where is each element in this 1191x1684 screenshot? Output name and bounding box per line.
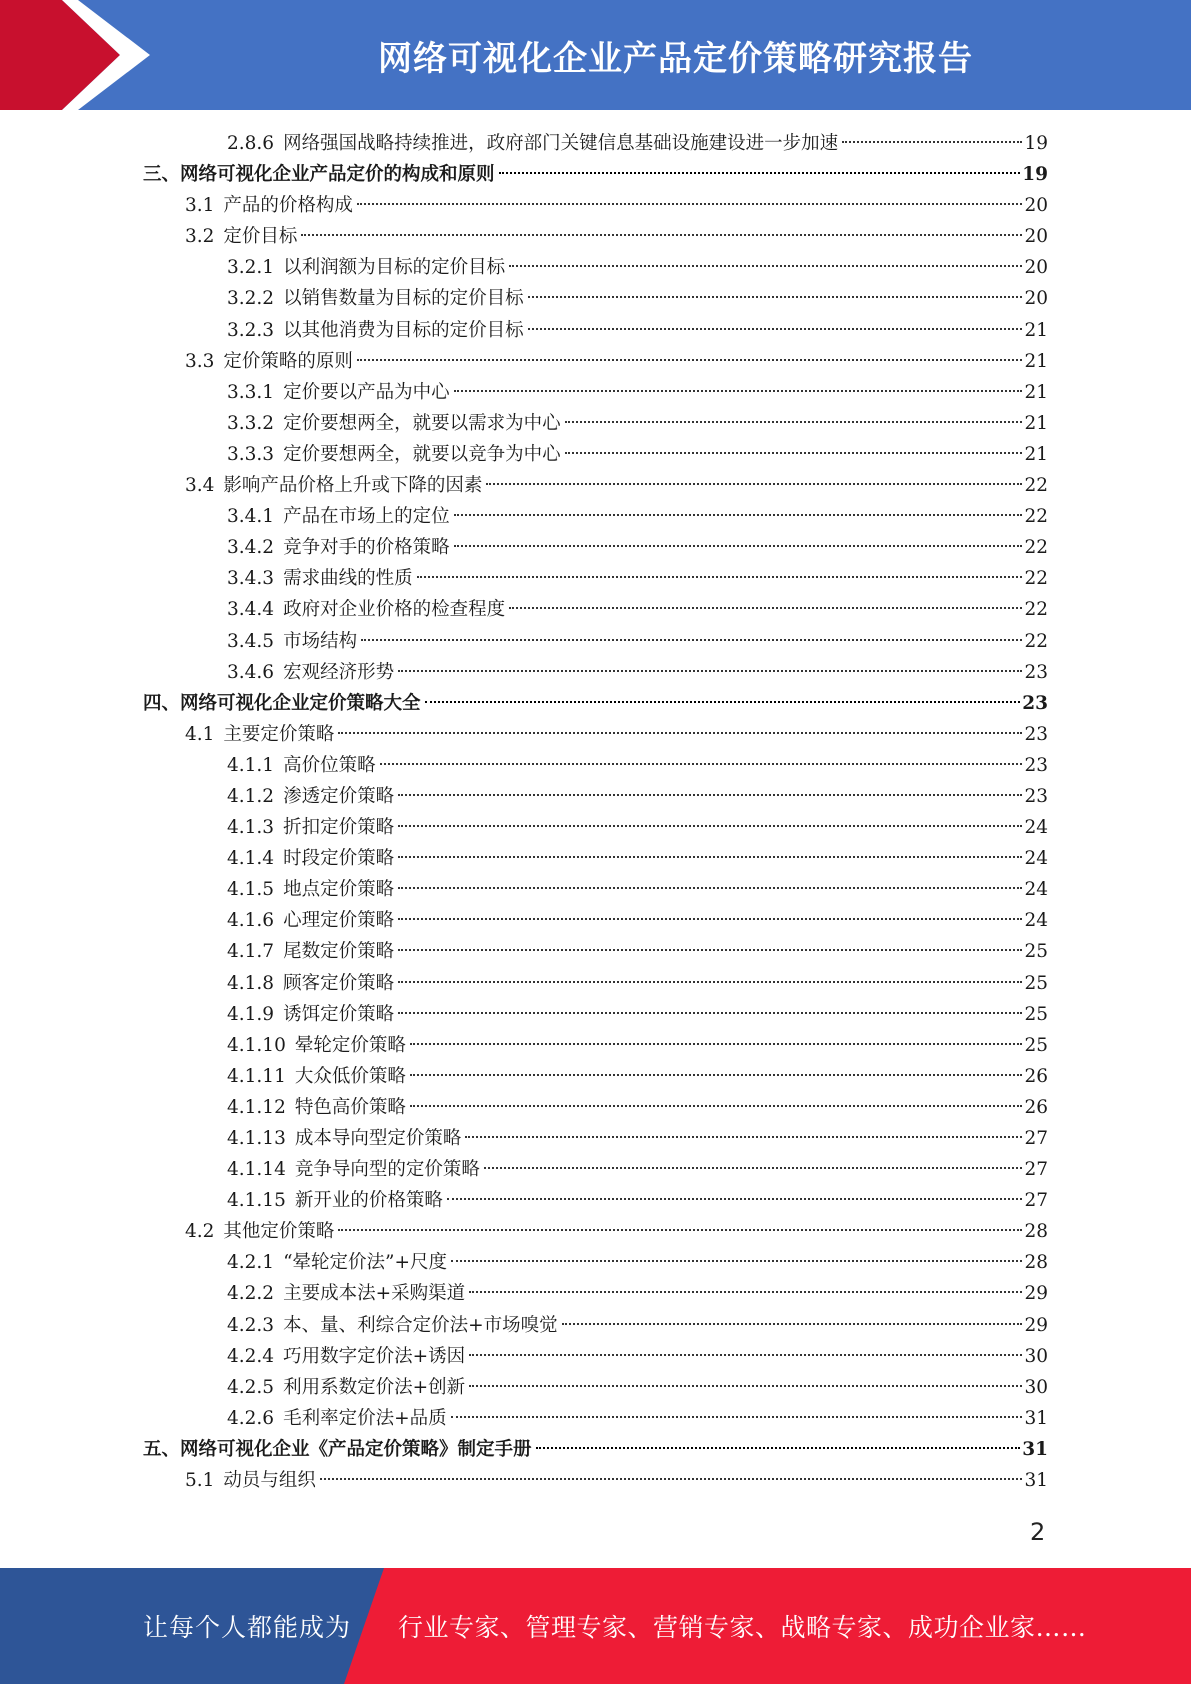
toc-entry-title: 网络强国战略持续推进，政府部门关键信息基础设施建设进一步加速 xyxy=(283,133,839,154)
toc-entry-page: 22 xyxy=(1024,568,1048,590)
toc-entry-number: 4.2 xyxy=(185,1221,215,1243)
toc-entry[interactable] xyxy=(143,999,1048,1030)
toc-entry[interactable] xyxy=(143,221,1048,252)
toc-entry[interactable] xyxy=(143,346,1048,377)
toc-entry-number: 4.1.10 xyxy=(227,1034,286,1056)
toc-entry-page: 26 xyxy=(1024,1096,1048,1118)
toc-dot-leader xyxy=(536,1447,1021,1449)
toc-entry-page: 20 xyxy=(1024,195,1048,217)
toc-entry-page: 27 xyxy=(1024,1190,1048,1212)
toc-entry-number: 3.1 xyxy=(185,195,215,217)
toc-entry-number: 3.3.3 xyxy=(227,443,275,465)
toc-entry-number: 2.8.6 xyxy=(227,133,275,154)
toc-entry-number: 4.1.2 xyxy=(227,785,275,807)
toc-entry-page: 19 xyxy=(1024,133,1048,154)
toc-dot-leader xyxy=(484,1167,1023,1169)
toc-dot-leader xyxy=(465,1136,1022,1138)
toc-entry-title: 四、网络可视化企业定价策略大全 xyxy=(143,692,421,714)
toc-entry-page: 21 xyxy=(1024,443,1048,465)
toc-entry-title: 影响产品价格上升或下降的因素 xyxy=(223,475,483,497)
toc-dot-leader xyxy=(338,732,1022,734)
toc-dot-leader xyxy=(398,949,1022,951)
toc-dot-leader xyxy=(398,670,1022,672)
toc-entry-title: 五、网络可视化企业《产品定价策略》制定手册 xyxy=(143,1438,532,1460)
toc-entry-title: 竞争导向型的定价策略 xyxy=(294,1159,480,1181)
toc-entry[interactable] xyxy=(143,501,1048,532)
toc-dot-leader xyxy=(842,141,1022,143)
toc-entry[interactable] xyxy=(143,594,1048,625)
toc-entry[interactable] xyxy=(143,1372,1048,1403)
toc-entry-title: 定价策略的原则 xyxy=(223,350,353,372)
toc-entry-title: 特色高价策略 xyxy=(294,1096,406,1118)
toc-dot-leader xyxy=(469,1354,1022,1356)
toc-entry[interactable] xyxy=(143,936,1048,967)
toc-entry-page: 27 xyxy=(1024,1128,1048,1149)
toc-entry[interactable] xyxy=(143,1434,1048,1465)
toc-entry-number: 4.1.8 xyxy=(227,972,275,994)
toc-dot-leader xyxy=(528,328,1023,330)
toc-entry[interactable] xyxy=(143,812,1048,843)
toc-entry-number: 3.2.1 xyxy=(227,257,275,279)
toc-entry-title: 地点定价策略 xyxy=(283,879,395,901)
toc-entry-number: 4.1.3 xyxy=(227,817,275,839)
footer-slogan: 让每个人都能成为 xyxy=(143,1613,352,1642)
toc-entry[interactable] xyxy=(143,1030,1048,1061)
toc-entry[interactable] xyxy=(143,190,1048,221)
toc-dot-leader xyxy=(454,545,1023,547)
toc-entry-number: 4.1.7 xyxy=(227,941,275,963)
toc-entry-number: 4.1.14 xyxy=(227,1159,286,1181)
toc-entry-page: 22 xyxy=(1024,630,1048,652)
toc-entry-number: 4.1.12 xyxy=(227,1096,286,1118)
toc-entry-title: 定价要想两全，就要以竞争为中心 xyxy=(283,443,561,465)
toc-dot-leader xyxy=(398,825,1022,827)
toc-entry-title: 竞争对手的价格策略 xyxy=(283,537,450,559)
toc-entry-page: 21 xyxy=(1024,350,1048,372)
toc-entry-page: 20 xyxy=(1024,288,1048,310)
toc-entry-title: 三、网络可视化企业产品定价的构成和原则 xyxy=(143,164,495,186)
toc-dot-leader xyxy=(425,701,1021,703)
toc-entry[interactable] xyxy=(143,408,1048,439)
toc-entry-title: 诱饵定价策略 xyxy=(283,1003,395,1025)
toc-dot-leader xyxy=(380,763,1023,765)
toc-entry-title: 晕轮定价策略 xyxy=(294,1034,406,1056)
toc-dot-leader xyxy=(454,390,1023,392)
toc-dot-leader xyxy=(410,1043,1023,1045)
toc-entry-page: 28 xyxy=(1024,1252,1048,1274)
toc-entry-title: 宏观经济形势 xyxy=(283,661,395,683)
toc-entry-number: 4.1.9 xyxy=(227,1003,275,1025)
toc-dot-leader xyxy=(454,514,1023,516)
toc-entry[interactable] xyxy=(143,905,1048,936)
toc-entry-page: 25 xyxy=(1024,1003,1048,1025)
toc-dot-leader xyxy=(398,918,1022,920)
toc-dot-leader xyxy=(398,981,1022,983)
toc-entry-title: 主要成本法+采购渠道 xyxy=(283,1283,466,1305)
toc-entry-title: “晕轮定价法”+尺度 xyxy=(283,1252,447,1274)
toc-entry-page: 22 xyxy=(1024,506,1048,528)
toc-dot-leader xyxy=(410,1105,1023,1107)
toc-entry[interactable] xyxy=(143,1092,1048,1123)
toc-entry-title: 产品的价格构成 xyxy=(223,195,353,217)
toc-entry-title: 时段定价策略 xyxy=(283,848,395,870)
toc-entry-page: 31 xyxy=(1024,1470,1048,1492)
toc-entry-title: 大众低价策略 xyxy=(294,1065,406,1087)
toc-dot-leader xyxy=(509,607,1022,609)
toc-entry[interactable] xyxy=(143,781,1048,812)
toc-entry-number: 3.3.2 xyxy=(227,412,275,434)
toc-entry-number: 4.2.3 xyxy=(227,1314,275,1336)
toc-entry-page: 20 xyxy=(1024,226,1048,248)
toc-entry[interactable] xyxy=(143,1123,1048,1154)
toc-dot-leader xyxy=(398,887,1022,889)
toc-entry[interactable] xyxy=(143,315,1048,346)
toc-entry-number: 4.1.4 xyxy=(227,848,275,870)
toc-entry[interactable] xyxy=(143,750,1048,781)
toc-entry-page: 21 xyxy=(1024,412,1048,434)
toc-entry-number: 3.3 xyxy=(185,350,215,372)
toc-dot-leader xyxy=(320,1478,1023,1480)
toc-entry[interactable] xyxy=(143,439,1048,470)
toc-dot-leader xyxy=(451,1260,1022,1262)
toc-entry-page: 20 xyxy=(1024,257,1048,279)
toc-entry[interactable] xyxy=(143,1278,1048,1309)
toc-entry[interactable] xyxy=(143,563,1048,594)
toc-dot-leader xyxy=(410,1074,1023,1076)
table-of-contents xyxy=(143,128,1048,1496)
toc-entry-title: 定价要以产品为中心 xyxy=(283,381,450,403)
toc-entry-page: 22 xyxy=(1024,475,1048,497)
toc-entry-title: 尾数定价策略 xyxy=(283,941,395,963)
toc-dot-leader xyxy=(357,359,1023,361)
toc-entry-title: 以利润额为目标的定价目标 xyxy=(283,257,506,279)
toc-entry-page: 25 xyxy=(1024,941,1048,963)
toc-entry-number: 3.4.3 xyxy=(227,568,275,590)
toc-entry-page: 31 xyxy=(1022,1438,1048,1460)
toc-entry-number: 4.2.4 xyxy=(227,1345,275,1367)
toc-entry[interactable] xyxy=(143,1154,1048,1185)
toc-dot-leader xyxy=(357,203,1023,205)
toc-entry-title: 折扣定价策略 xyxy=(283,817,395,839)
toc-entry-number: 3.4 xyxy=(185,475,215,497)
toc-entry[interactable] xyxy=(143,1403,1048,1434)
toc-entry[interactable] xyxy=(143,377,1048,408)
toc-entry-page: 23 xyxy=(1024,785,1048,807)
toc-dot-leader xyxy=(469,1385,1022,1387)
toc-entry-title: 巧用数字定价法+诱因 xyxy=(283,1345,466,1367)
toc-entry[interactable] xyxy=(143,1216,1048,1247)
toc-entry-number: 4.1.1 xyxy=(227,754,275,776)
toc-entry[interactable] xyxy=(143,1465,1048,1496)
toc-dot-leader xyxy=(417,576,1023,578)
toc-entry[interactable] xyxy=(143,470,1048,501)
toc-entry-title: 需求曲线的性质 xyxy=(283,568,413,590)
toc-entry-page: 26 xyxy=(1024,1065,1048,1087)
toc-dot-leader xyxy=(562,1323,1023,1325)
toc-entry[interactable] xyxy=(143,657,1048,688)
toc-entry-page: 23 xyxy=(1024,723,1048,745)
toc-entry-number: 3.4.4 xyxy=(227,599,275,621)
toc-entry[interactable] xyxy=(143,1061,1048,1092)
toc-entry[interactable] xyxy=(143,626,1048,657)
toc-dot-leader xyxy=(509,265,1022,267)
toc-entry[interactable] xyxy=(143,283,1048,314)
toc-entry-page: 30 xyxy=(1024,1376,1048,1398)
toc-entry-page: 22 xyxy=(1024,599,1048,621)
toc-entry-number: 3.4.6 xyxy=(227,661,275,683)
toc-entry-number: 5.1 xyxy=(185,1470,215,1492)
toc-entry-number: 3.4.2 xyxy=(227,537,275,559)
toc-entry-title: 心理定价策略 xyxy=(283,910,395,932)
toc-entry-number: 4.2.1 xyxy=(227,1252,275,1274)
toc-entry-page: 24 xyxy=(1024,910,1048,932)
toc-dot-leader xyxy=(469,1291,1022,1293)
toc-dot-leader xyxy=(361,639,1022,641)
toc-entry-number: 4.1.15 xyxy=(227,1190,286,1212)
toc-entry[interactable] xyxy=(143,874,1048,905)
toc-entry-number: 4.1.5 xyxy=(227,879,275,901)
toc-entry-page: 23 xyxy=(1022,692,1048,714)
toc-entry[interactable] xyxy=(143,1310,1048,1341)
toc-entry-title: 政府对企业价格的检查程度 xyxy=(283,599,506,621)
toc-entry-title: 顾客定价策略 xyxy=(283,972,395,994)
toc-entry-number: 3.2.2 xyxy=(227,288,275,310)
toc-entry[interactable] xyxy=(143,128,1048,159)
toc-entry[interactable] xyxy=(143,688,1048,719)
toc-entry-page: 31 xyxy=(1024,1407,1048,1429)
toc-entry-page: 23 xyxy=(1024,661,1048,683)
toc-entry[interactable] xyxy=(143,1341,1048,1372)
toc-entry-number: 4.2.6 xyxy=(227,1407,275,1429)
toc-entry-number: 4.2.5 xyxy=(227,1376,275,1398)
toc-entry-page: 19 xyxy=(1022,164,1048,186)
toc-entry-number: 4.1 xyxy=(185,723,215,745)
toc-entry-page: 24 xyxy=(1024,817,1048,839)
header-red-arrow xyxy=(0,0,120,110)
toc-entry-page: 28 xyxy=(1024,1221,1048,1243)
toc-entry-title: 定价目标 xyxy=(223,226,298,248)
toc-entry-number: 3.3.1 xyxy=(227,381,275,403)
toc-entry-number: 3.2 xyxy=(185,226,215,248)
toc-dot-leader xyxy=(398,1012,1022,1014)
toc-entry-number: 3.4.1 xyxy=(227,506,275,528)
toc-entry-page: 23 xyxy=(1024,754,1048,776)
toc-entry-title: 市场结构 xyxy=(283,630,358,652)
toc-dot-leader xyxy=(301,234,1022,236)
toc-entry-number: 3.2.3 xyxy=(227,319,275,341)
toc-dot-leader xyxy=(398,794,1022,796)
toc-entry-title: 本、量、利综合定价法+市场嗅觉 xyxy=(283,1314,558,1336)
toc-entry-title: 毛利率定价法+品质 xyxy=(283,1407,447,1429)
page-header xyxy=(0,0,1191,110)
toc-entry-page: 21 xyxy=(1024,381,1048,403)
toc-entry-page: 25 xyxy=(1024,1034,1048,1056)
toc-entry-title: 产品在市场上的定位 xyxy=(283,506,450,528)
toc-dot-leader xyxy=(447,1198,1023,1200)
toc-entry-number: 4.1.6 xyxy=(227,910,275,932)
toc-dot-leader xyxy=(338,1229,1022,1231)
toc-entry-page: 29 xyxy=(1024,1283,1048,1305)
toc-entry-page: 27 xyxy=(1024,1159,1048,1181)
toc-dot-leader xyxy=(486,483,1022,485)
toc-entry[interactable] xyxy=(143,1247,1048,1278)
toc-entry-page: 21 xyxy=(1024,319,1048,341)
toc-entry-number: 4.1.11 xyxy=(227,1065,286,1087)
toc-entry-title: 利用系数定价法+创新 xyxy=(283,1376,466,1398)
toc-entry[interactable] xyxy=(143,159,1048,190)
toc-entry[interactable] xyxy=(143,532,1048,563)
page-footer xyxy=(0,1568,1191,1684)
toc-entry-page: 24 xyxy=(1024,848,1048,870)
footer-roles: 行业专家、管理专家、营销专家、战略专家、成功企业家…… xyxy=(398,1613,1087,1642)
toc-entry-title: 其他定价策略 xyxy=(223,1221,335,1243)
toc-entry-page: 25 xyxy=(1024,972,1048,994)
toc-dot-leader xyxy=(499,172,1021,174)
toc-entry-title: 动员与组织 xyxy=(223,1470,316,1492)
toc-entry[interactable] xyxy=(143,1185,1048,1216)
page-number: 2 xyxy=(1030,1518,1046,1546)
toc-dot-leader xyxy=(528,296,1023,298)
toc-entry-number: 3.4.5 xyxy=(227,630,275,652)
toc-entry-title: 高价位策略 xyxy=(283,754,376,776)
toc-dot-leader xyxy=(451,1416,1023,1418)
toc-entry-title: 成本导向型定价策略 xyxy=(294,1128,462,1149)
toc-entry[interactable] xyxy=(143,968,1048,999)
toc-dot-leader xyxy=(565,421,1023,423)
toc-entry-title: 新开业的价格策略 xyxy=(294,1190,443,1212)
toc-dot-leader xyxy=(398,856,1022,858)
toc-entry-page: 30 xyxy=(1024,1345,1048,1367)
document-title: 网络可视化企业产品定价策略研究报告 xyxy=(378,38,973,79)
toc-entry-page: 29 xyxy=(1024,1314,1048,1336)
toc-entry-number: 4.2.2 xyxy=(227,1283,275,1305)
toc-entry[interactable] xyxy=(143,719,1048,750)
toc-dot-leader xyxy=(565,452,1023,454)
toc-entry-number: 4.1.13 xyxy=(227,1128,286,1149)
toc-entry-title: 定价要想两全，就要以需求为中心 xyxy=(283,412,561,434)
toc-entry-page: 22 xyxy=(1024,537,1048,559)
toc-entry-title: 以其他消费为目标的定价目标 xyxy=(283,319,524,341)
toc-entry-page: 24 xyxy=(1024,879,1048,901)
toc-entry-title: 渗透定价策略 xyxy=(283,785,395,807)
toc-entry-title: 主要定价策略 xyxy=(223,723,335,745)
toc-entry[interactable] xyxy=(143,252,1048,283)
toc-entry[interactable] xyxy=(143,843,1048,874)
toc-entry-title: 以销售数量为目标的定价目标 xyxy=(283,288,524,310)
